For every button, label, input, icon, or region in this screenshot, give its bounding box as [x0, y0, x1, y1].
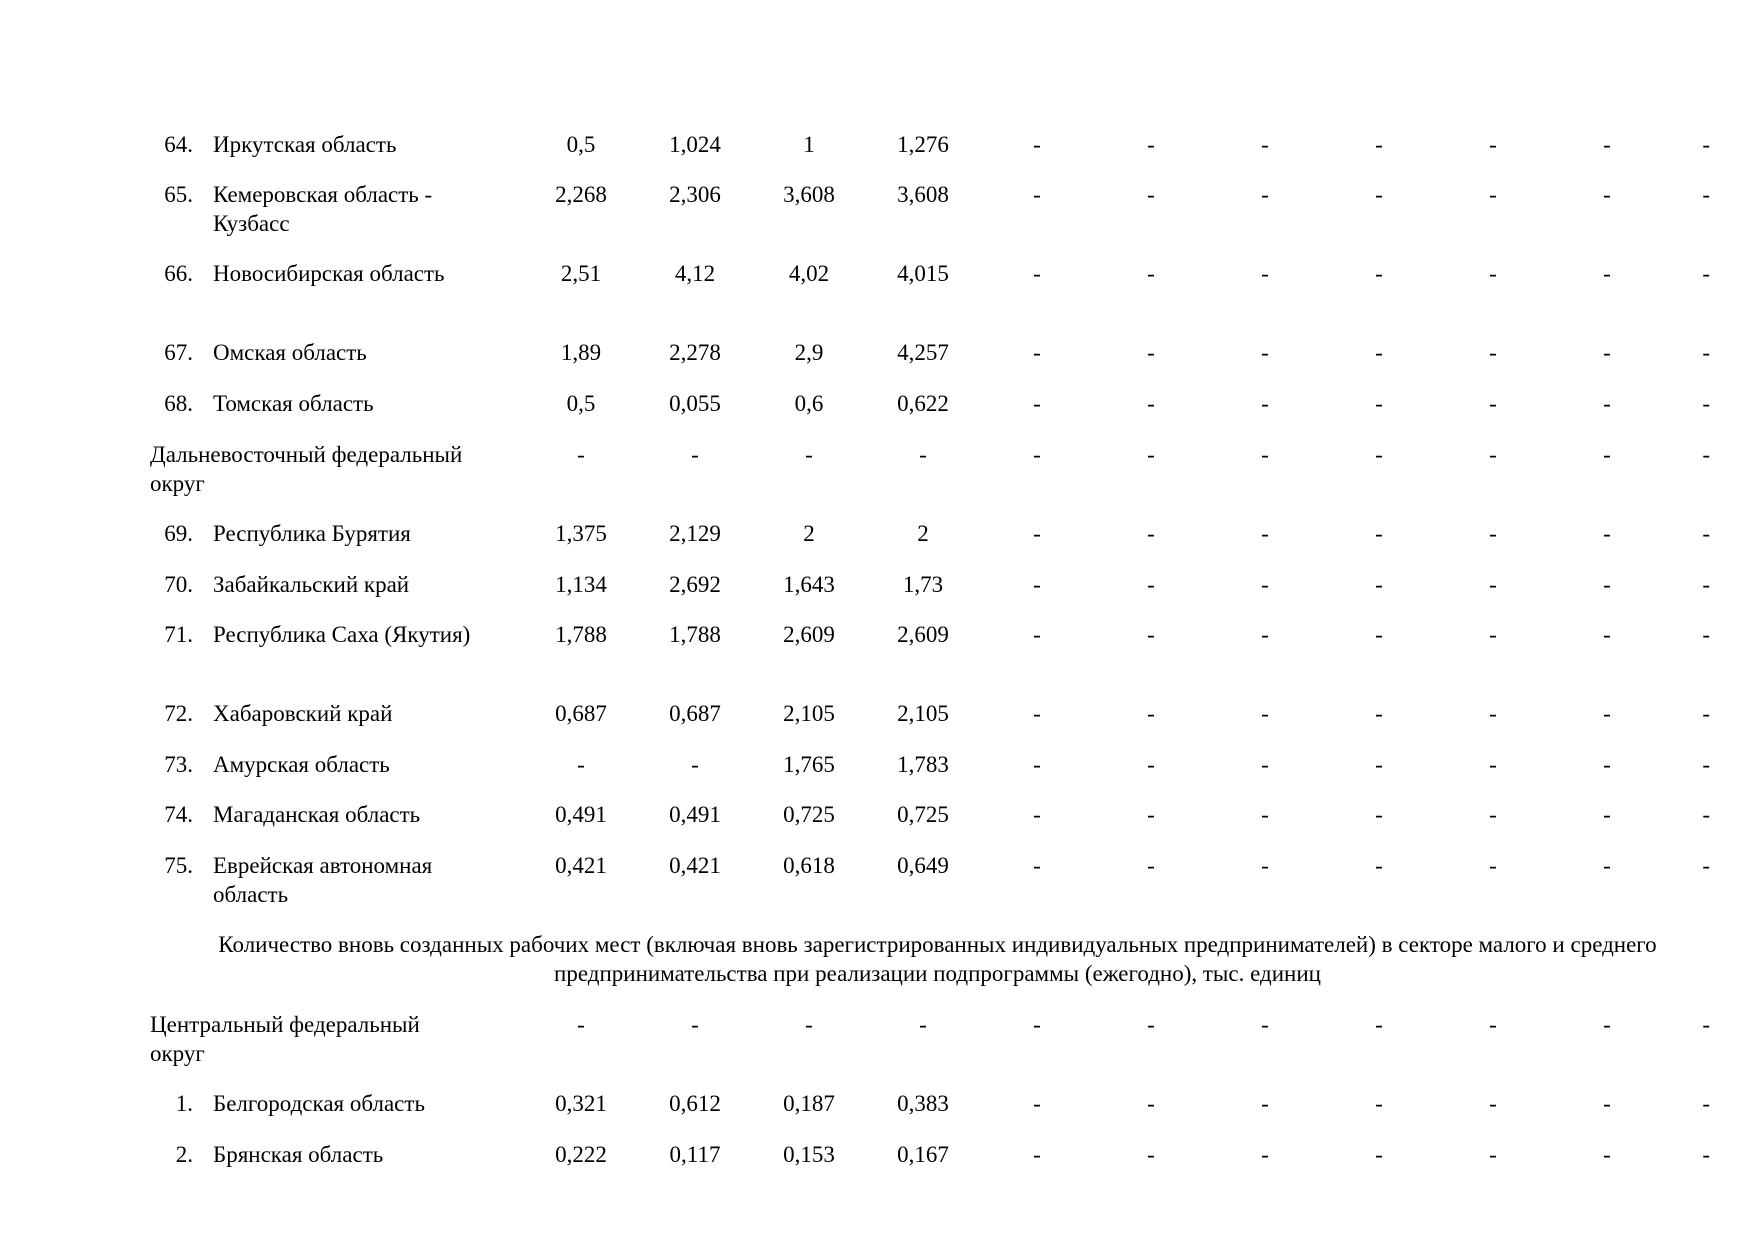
value-cell: 0,649 [897, 853, 949, 878]
value-cell: - [1147, 622, 1155, 647]
value-cell: 1,134 [555, 572, 607, 597]
value-cell: - [1033, 1012, 1041, 1037]
value-cell: - [1033, 132, 1041, 157]
value-cell: - [1489, 1142, 1497, 1167]
value-cell: - [1603, 261, 1611, 286]
value-cell: - [1033, 622, 1041, 647]
value-cell: - [1603, 442, 1611, 467]
value-cell: - [1702, 132, 1710, 157]
value-cell: 1,765 [783, 752, 835, 777]
row-number: 66. [164, 261, 193, 286]
value-cell: - [1489, 132, 1497, 157]
value-cell: - [1702, 853, 1710, 878]
value-cell: - [1261, 391, 1269, 416]
value-cell: - [1033, 853, 1041, 878]
value-cell: - [1147, 752, 1155, 777]
value-cell: 0,383 [897, 1091, 949, 1116]
value-cell: - [1261, 1091, 1269, 1116]
value-cell: - [1033, 752, 1041, 777]
value-cell: - [1375, 701, 1383, 726]
value-cell: - [1375, 521, 1383, 546]
value-cell: - [1489, 261, 1497, 286]
value-cell: - [1702, 701, 1710, 726]
value-cell: - [1603, 572, 1611, 597]
value-cell: - [1489, 622, 1497, 647]
value-cell: 1,788 [555, 622, 607, 647]
value-cell: 0,421 [669, 853, 721, 878]
value-cell: - [1033, 701, 1041, 726]
value-cell: - [1033, 391, 1041, 416]
value-cell: 4,12 [674, 261, 716, 286]
value-cell: - [1702, 182, 1710, 207]
district-name: Дальневосточный федеральный округ [150, 442, 463, 496]
value-cell: - [1603, 752, 1611, 777]
region-name: Иркутская область [213, 132, 397, 157]
value-cell: - [1375, 340, 1383, 365]
row-number: 75. [164, 853, 193, 878]
row-number: 64. [164, 132, 193, 157]
value-cell: - [1375, 442, 1383, 467]
value-cell: 0,167 [897, 1142, 949, 1167]
value-cell: - [577, 442, 585, 467]
row-number: 1. [175, 1091, 193, 1116]
value-cell: - [1261, 340, 1269, 365]
value-cell: - [1375, 1091, 1383, 1116]
value-cell: 0,618 [783, 853, 835, 878]
value-cell: - [1261, 132, 1269, 157]
value-cell: 2 [917, 521, 929, 546]
region-name: Республика Саха (Якутия) [213, 622, 471, 647]
row-number: 70. [164, 572, 193, 597]
value-cell: - [1489, 182, 1497, 207]
value-cell: 0,117 [669, 1142, 721, 1167]
value-cell: - [1033, 442, 1041, 467]
value-cell: - [1702, 1012, 1710, 1037]
value-cell: - [1489, 701, 1497, 726]
value-cell: 2,51 [560, 261, 602, 286]
value-cell: - [1603, 521, 1611, 546]
value-cell: - [1261, 752, 1269, 777]
value-cell: 2,129 [669, 521, 721, 546]
value-cell: 0,6 [794, 391, 824, 416]
row-number: 67. [164, 340, 193, 365]
section-title: Количество вновь созданных рабочих мест (включая вновь зарегистрированных индивидуальных предпринимателей) в секторе малого и среднего предпринимательства при реализации подпрограммы (ежегодно), тыс. единиц [218, 932, 1657, 986]
value-cell: - [1702, 752, 1710, 777]
value-cell: - [691, 442, 699, 467]
value-cell: - [1033, 572, 1041, 597]
value-cell: - [1702, 1142, 1710, 1167]
value-cell: - [1033, 802, 1041, 827]
value-cell: - [805, 442, 813, 467]
value-cell: 0,055 [669, 391, 721, 416]
value-cell: - [1375, 261, 1383, 286]
value-cell: - [1375, 1142, 1383, 1167]
value-cell: 1,89 [560, 340, 602, 365]
value-cell: - [1147, 340, 1155, 365]
row-number: 68. [164, 391, 193, 416]
value-cell: - [1147, 132, 1155, 157]
value-cell: 0,622 [897, 391, 949, 416]
value-cell: 0,687 [555, 701, 607, 726]
value-cell: 2 [803, 521, 815, 546]
value-cell: - [1603, 391, 1611, 416]
value-cell: - [1375, 622, 1383, 647]
row-number: 69. [164, 521, 193, 546]
value-cell: 1,73 [902, 572, 944, 597]
value-cell: - [1603, 622, 1611, 647]
value-cell: 0,5 [566, 391, 596, 416]
value-cell: - [1702, 442, 1710, 467]
value-cell: - [1603, 802, 1611, 827]
value-cell: - [805, 1012, 813, 1037]
value-cell: - [1489, 572, 1497, 597]
value-cell: - [1702, 261, 1710, 286]
row-number: 74. [164, 802, 193, 827]
value-cell: 0,187 [783, 1091, 835, 1116]
value-cell: - [691, 752, 699, 777]
value-cell: 1,024 [669, 132, 721, 157]
value-cell: 1,643 [783, 572, 835, 597]
value-cell: - [1261, 1012, 1269, 1037]
row-number: 2. [175, 1142, 193, 1167]
value-cell: - [1375, 572, 1383, 597]
value-cell: - [1261, 853, 1269, 878]
value-cell: 0,321 [555, 1091, 607, 1116]
value-cell: 0,5 [566, 132, 596, 157]
value-cell: - [1603, 1091, 1611, 1116]
value-cell: - [1489, 442, 1497, 467]
value-cell: 1,783 [897, 752, 949, 777]
value-cell: 2,609 [783, 622, 835, 647]
value-cell: - [1603, 853, 1611, 878]
region-name: Брянская область [213, 1142, 384, 1167]
value-cell: 2,105 [783, 701, 835, 726]
value-cell: 2,692 [669, 572, 721, 597]
value-cell: - [1375, 391, 1383, 416]
region-name: Новосибирская область [213, 261, 445, 286]
value-cell: - [1147, 701, 1155, 726]
value-cell: 0,687 [669, 701, 721, 726]
value-cell: - [1489, 752, 1497, 777]
value-cell: - [919, 1012, 927, 1037]
value-cell: 4,257 [897, 340, 949, 365]
region-name: Томская область [213, 391, 374, 416]
value-cell: 1,375 [555, 521, 607, 546]
value-cell: - [1489, 521, 1497, 546]
value-cell: - [1603, 182, 1611, 207]
value-cell: - [1147, 1142, 1155, 1167]
value-cell: 0,612 [669, 1091, 721, 1116]
value-cell: - [1489, 853, 1497, 878]
value-cell: - [1261, 182, 1269, 207]
value-cell: - [1147, 261, 1155, 286]
value-cell: - [1489, 391, 1497, 416]
value-cell: - [1033, 340, 1041, 365]
value-cell: - [1261, 572, 1269, 597]
value-cell: - [1147, 1012, 1155, 1037]
region-name: Еврейская автономная область [213, 853, 433, 907]
value-cell: - [1603, 1012, 1611, 1037]
value-cell: - [1033, 521, 1041, 546]
region-name: Республика Бурятия [213, 521, 411, 546]
value-cell: - [1261, 261, 1269, 286]
row-number: 72. [164, 701, 193, 726]
value-cell: - [1033, 182, 1041, 207]
value-cell: 1 [803, 132, 815, 157]
value-cell: - [1489, 1091, 1497, 1116]
value-cell: - [1261, 442, 1269, 467]
region-name: Белгородская область [213, 1091, 425, 1116]
value-cell: - [1033, 1091, 1041, 1116]
row-number: 73. [164, 752, 193, 777]
value-cell: 1,788 [669, 622, 721, 647]
value-cell: - [1147, 521, 1155, 546]
value-cell: - [1489, 1012, 1497, 1037]
value-cell: - [1147, 802, 1155, 827]
value-cell: 2,9 [794, 340, 824, 365]
region-name: Омская область [213, 340, 367, 365]
region-name: Хабаровский край [213, 701, 393, 726]
value-cell: - [1033, 261, 1041, 286]
value-cell: 3,608 [783, 182, 835, 207]
value-cell: 0,491 [669, 802, 721, 827]
value-cell: - [1702, 802, 1710, 827]
value-cell: - [1603, 1142, 1611, 1167]
row-number: 65. [164, 182, 193, 207]
value-cell: - [577, 752, 585, 777]
value-cell: - [1603, 701, 1611, 726]
value-cell: - [1261, 1142, 1269, 1167]
value-cell: 0,421 [555, 853, 607, 878]
value-cell: 4,02 [788, 261, 830, 286]
value-cell: - [1375, 1012, 1383, 1037]
value-cell: - [919, 442, 927, 467]
value-cell: 2,306 [669, 182, 721, 207]
value-cell: - [1702, 521, 1710, 546]
value-cell: 2,105 [897, 701, 949, 726]
value-cell: - [1261, 701, 1269, 726]
value-cell: - [1375, 752, 1383, 777]
value-cell: - [1375, 802, 1383, 827]
value-cell: 0,725 [897, 802, 949, 827]
value-cell: - [1261, 521, 1269, 546]
value-cell: - [1375, 132, 1383, 157]
value-cell: - [1375, 853, 1383, 878]
value-cell: 0,725 [783, 802, 835, 827]
value-cell: 2,609 [897, 622, 949, 647]
value-cell: - [1147, 442, 1155, 467]
row-number: 71. [164, 622, 193, 647]
value-cell: - [1033, 1142, 1041, 1167]
value-cell: - [1702, 622, 1710, 647]
value-cell: - [1702, 1091, 1710, 1116]
value-cell: 1,276 [897, 132, 949, 157]
district-name: Центральный федеральный округ [150, 1012, 420, 1066]
value-cell: - [1147, 853, 1155, 878]
value-cell: - [1147, 391, 1155, 416]
value-cell: - [1147, 182, 1155, 207]
region-name: Забайкальский край [213, 572, 410, 597]
region-name: Амурская область [213, 752, 390, 777]
value-cell: 4,015 [897, 261, 949, 286]
value-cell: - [1489, 340, 1497, 365]
value-cell: - [1261, 802, 1269, 827]
value-cell: 0,222 [555, 1142, 607, 1167]
region-name: Магаданская область [213, 802, 421, 827]
value-cell: - [1261, 622, 1269, 647]
value-cell: 0,153 [783, 1142, 835, 1167]
value-cell: - [1702, 391, 1710, 416]
value-cell: - [1375, 182, 1383, 207]
value-cell: - [1147, 572, 1155, 597]
value-cell: 3,608 [897, 182, 949, 207]
value-cell: - [1603, 132, 1611, 157]
value-cell: - [1702, 340, 1710, 365]
value-cell: - [1702, 572, 1710, 597]
region-name: Кемеровская область - Кузбасс [213, 182, 433, 236]
value-cell: - [1147, 1091, 1155, 1116]
value-cell: - [1489, 802, 1497, 827]
value-cell: - [691, 1012, 699, 1037]
value-cell: - [577, 1012, 585, 1037]
value-cell: 0,491 [555, 802, 607, 827]
value-cell: - [1603, 340, 1611, 365]
value-cell: 2,278 [669, 340, 721, 365]
value-cell: 2,268 [555, 182, 607, 207]
